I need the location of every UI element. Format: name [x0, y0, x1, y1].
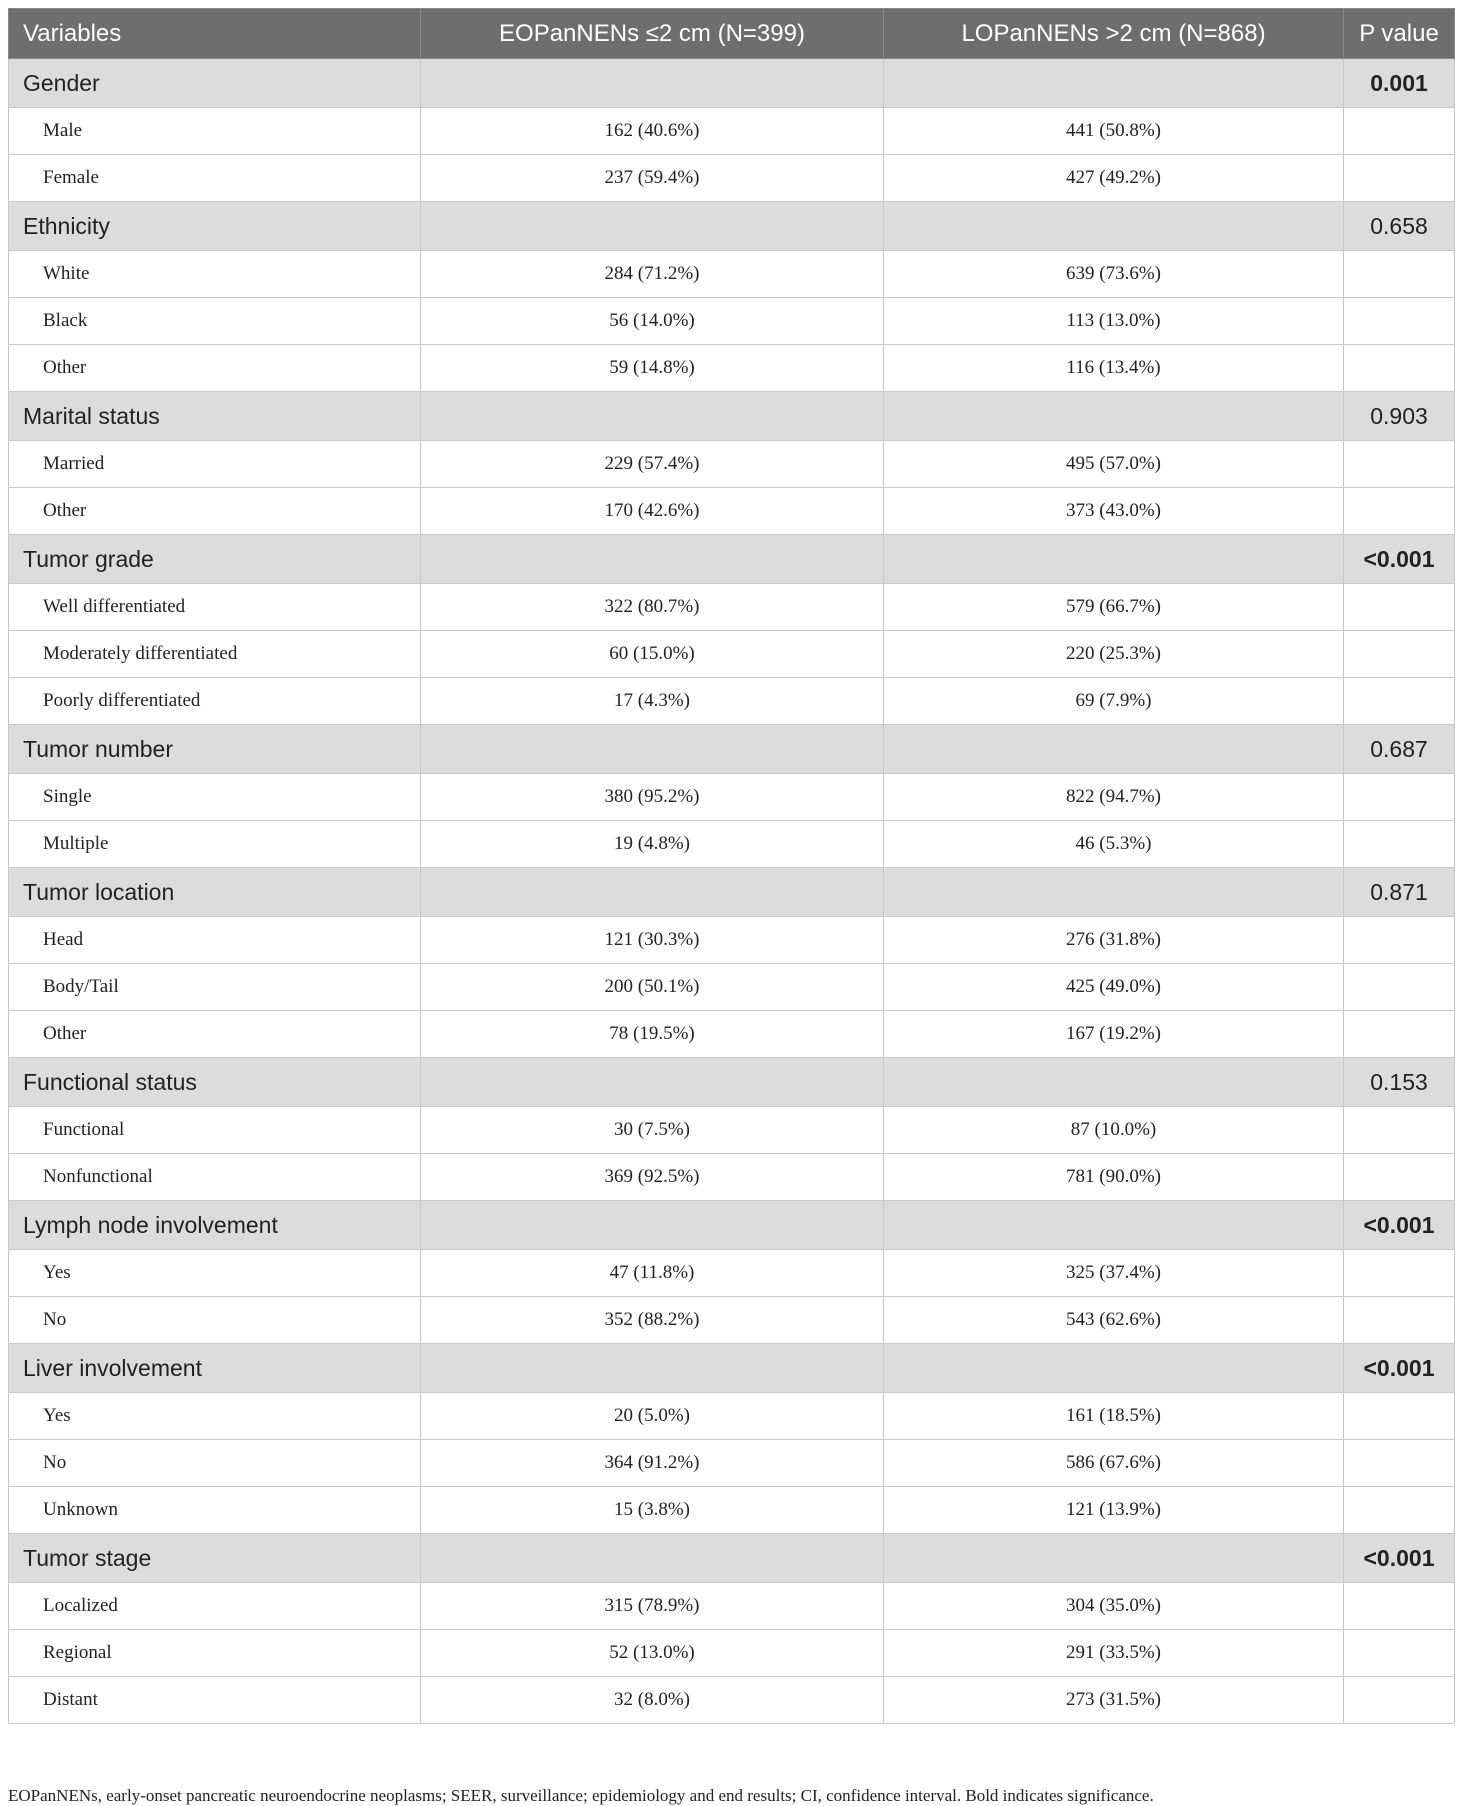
row-eo-value: 200 (50.1%): [421, 964, 884, 1011]
group-lo-empty: [884, 535, 1344, 584]
table-row: [9, 917, 1455, 964]
row-p-empty: [1344, 1440, 1455, 1487]
row-label: Localized: [9, 1583, 421, 1630]
group-label: Tumor stage: [9, 1534, 421, 1583]
row-lo-value: 87 (10.0%): [884, 1107, 1344, 1154]
group-eo-empty: [421, 202, 884, 251]
group-p-value: <0.001: [1344, 535, 1455, 584]
row-label: Other: [9, 1011, 421, 1058]
row-label: Single: [9, 774, 421, 821]
row-label: Functional: [9, 1107, 421, 1154]
group-label: Tumor location: [9, 868, 421, 917]
characteristics-table: [8, 8, 1455, 1724]
row-p-empty: [1344, 1250, 1455, 1297]
row-lo-value: 113 (13.0%): [884, 298, 1344, 345]
row-eo-value: 60 (15.0%): [421, 631, 884, 678]
row-p-empty: [1344, 1583, 1455, 1630]
row-eo-value: 380 (95.2%): [421, 774, 884, 821]
row-label: Female: [9, 155, 421, 202]
row-p-empty: [1344, 251, 1455, 298]
row-lo-value: 121 (13.9%): [884, 1487, 1344, 1534]
table-row: [9, 1583, 1455, 1630]
row-label: Other: [9, 345, 421, 392]
group-label: Functional status: [9, 1058, 421, 1107]
table-row: [9, 108, 1455, 155]
row-eo-value: 15 (3.8%): [421, 1487, 884, 1534]
row-lo-value: 276 (31.8%): [884, 917, 1344, 964]
header-row: [9, 9, 1455, 59]
row-label: Married: [9, 441, 421, 488]
group-label: Lymph node involvement: [9, 1201, 421, 1250]
row-eo-value: 170 (42.6%): [421, 488, 884, 535]
row-eo-value: 56 (14.0%): [421, 298, 884, 345]
row-p-empty: [1344, 821, 1455, 868]
header-lo: LOPanNENs >2 cm (N=868): [884, 9, 1344, 59]
group-label: Ethnicity: [9, 202, 421, 251]
row-eo-value: 162 (40.6%): [421, 108, 884, 155]
table-row: [9, 251, 1455, 298]
row-label: Well differentiated: [9, 584, 421, 631]
row-p-empty: [1344, 298, 1455, 345]
row-lo-value: 781 (90.0%): [884, 1154, 1344, 1201]
row-eo-value: 32 (8.0%): [421, 1677, 884, 1724]
row-p-empty: [1344, 1297, 1455, 1344]
group-eo-empty: [421, 1058, 884, 1107]
group-row: [9, 725, 1455, 774]
row-eo-value: 322 (80.7%): [421, 584, 884, 631]
table-row: [9, 964, 1455, 1011]
row-lo-value: 167 (19.2%): [884, 1011, 1344, 1058]
group-p-value: 0.658: [1344, 202, 1455, 251]
row-eo-value: 47 (11.8%): [421, 1250, 884, 1297]
row-eo-value: 229 (57.4%): [421, 441, 884, 488]
group-row: [9, 1344, 1455, 1393]
row-label: Unknown: [9, 1487, 421, 1534]
group-eo-empty: [421, 59, 884, 108]
row-eo-value: 284 (71.2%): [421, 251, 884, 298]
table-container: [8, 8, 1454, 1724]
row-label: Nonfunctional: [9, 1154, 421, 1201]
group-lo-empty: [884, 1058, 1344, 1107]
table-row: [9, 345, 1455, 392]
row-label: Other: [9, 488, 421, 535]
row-lo-value: 425 (49.0%): [884, 964, 1344, 1011]
group-p-value: 0.903: [1344, 392, 1455, 441]
row-eo-value: 364 (91.2%): [421, 1440, 884, 1487]
group-row: [9, 202, 1455, 251]
group-p-value: 0.871: [1344, 868, 1455, 917]
row-label: Moderately differentiated: [9, 631, 421, 678]
group-p-value: 0.687: [1344, 725, 1455, 774]
row-p-empty: [1344, 631, 1455, 678]
table-footnote: EOPanNENs, early-onset pancreatic neuroendocrine neoplasms; SEER, surveillance; epidemiology and end results; CI, confidence interval. Bold indicates significance.: [8, 1786, 1154, 1805]
group-row: [9, 1201, 1455, 1250]
table-row: [9, 584, 1455, 631]
group-row: [9, 59, 1455, 108]
table-body: [9, 59, 1455, 1724]
table-row: [9, 488, 1455, 535]
table-row: [9, 441, 1455, 488]
group-eo-empty: [421, 1201, 884, 1250]
row-lo-value: 822 (94.7%): [884, 774, 1344, 821]
row-eo-value: 78 (19.5%): [421, 1011, 884, 1058]
group-label: Tumor grade: [9, 535, 421, 584]
group-p-value: <0.001: [1344, 1344, 1455, 1393]
group-p-value: 0.153: [1344, 1058, 1455, 1107]
table-row: [9, 1154, 1455, 1201]
row-eo-value: 352 (88.2%): [421, 1297, 884, 1344]
group-lo-empty: [884, 392, 1344, 441]
row-lo-value: 543 (62.6%): [884, 1297, 1344, 1344]
row-eo-value: 121 (30.3%): [421, 917, 884, 964]
row-lo-value: 273 (31.5%): [884, 1677, 1344, 1724]
group-lo-empty: [884, 202, 1344, 251]
table-row: [9, 1250, 1455, 1297]
row-eo-value: 30 (7.5%): [421, 1107, 884, 1154]
row-eo-value: 369 (92.5%): [421, 1154, 884, 1201]
row-lo-value: 325 (37.4%): [884, 1250, 1344, 1297]
row-lo-value: 639 (73.6%): [884, 251, 1344, 298]
row-label: Yes: [9, 1393, 421, 1440]
table-row: [9, 631, 1455, 678]
group-p-value: <0.001: [1344, 1534, 1455, 1583]
row-eo-value: 237 (59.4%): [421, 155, 884, 202]
row-label: Body/Tail: [9, 964, 421, 1011]
row-p-empty: [1344, 774, 1455, 821]
group-lo-empty: [884, 1344, 1344, 1393]
row-label: Regional: [9, 1630, 421, 1677]
row-p-empty: [1344, 345, 1455, 392]
row-lo-value: 579 (66.7%): [884, 584, 1344, 631]
row-lo-value: 291 (33.5%): [884, 1630, 1344, 1677]
group-p-value: 0.001: [1344, 59, 1455, 108]
table-row: [9, 1677, 1455, 1724]
row-p-empty: [1344, 155, 1455, 202]
row-p-empty: [1344, 964, 1455, 1011]
group-row: [9, 1058, 1455, 1107]
row-lo-value: 441 (50.8%): [884, 108, 1344, 155]
row-label: No: [9, 1297, 421, 1344]
table-row: [9, 1393, 1455, 1440]
row-label: White: [9, 251, 421, 298]
group-eo-empty: [421, 535, 884, 584]
row-label: Multiple: [9, 821, 421, 868]
row-lo-value: 304 (35.0%): [884, 1583, 1344, 1630]
row-lo-value: 69 (7.9%): [884, 678, 1344, 725]
row-lo-value: 46 (5.3%): [884, 821, 1344, 868]
row-lo-value: 161 (18.5%): [884, 1393, 1344, 1440]
group-row: [9, 868, 1455, 917]
group-eo-empty: [421, 1534, 884, 1583]
group-p-value: <0.001: [1344, 1201, 1455, 1250]
group-label: Gender: [9, 59, 421, 108]
table-row: [9, 678, 1455, 725]
row-label: Male: [9, 108, 421, 155]
row-lo-value: 116 (13.4%): [884, 345, 1344, 392]
row-p-empty: [1344, 1393, 1455, 1440]
row-eo-value: 52 (13.0%): [421, 1630, 884, 1677]
group-row: [9, 392, 1455, 441]
row-lo-value: 220 (25.3%): [884, 631, 1344, 678]
row-p-empty: [1344, 1677, 1455, 1724]
group-row: [9, 535, 1455, 584]
row-label: Distant: [9, 1677, 421, 1724]
group-label: Marital status: [9, 392, 421, 441]
row-p-empty: [1344, 1154, 1455, 1201]
table-row: [9, 1107, 1455, 1154]
table-row: [9, 821, 1455, 868]
group-label: Tumor number: [9, 725, 421, 774]
row-p-empty: [1344, 441, 1455, 488]
group-eo-empty: [421, 868, 884, 917]
table-row: [9, 1011, 1455, 1058]
row-lo-value: 495 (57.0%): [884, 441, 1344, 488]
row-p-empty: [1344, 678, 1455, 725]
table-row: [9, 298, 1455, 345]
row-eo-value: 315 (78.9%): [421, 1583, 884, 1630]
group-lo-empty: [884, 868, 1344, 917]
group-row: [9, 1534, 1455, 1583]
group-eo-empty: [421, 1344, 884, 1393]
table-row: [9, 1487, 1455, 1534]
table-row: [9, 1440, 1455, 1487]
row-eo-value: 17 (4.3%): [421, 678, 884, 725]
row-p-empty: [1344, 917, 1455, 964]
row-lo-value: 373 (43.0%): [884, 488, 1344, 535]
row-label: Yes: [9, 1250, 421, 1297]
group-lo-empty: [884, 725, 1344, 774]
header-eo: EOPanNENs ≤2 cm (N=399): [421, 9, 884, 59]
row-p-empty: [1344, 584, 1455, 631]
header-variables: Variables: [9, 9, 421, 59]
row-p-empty: [1344, 1011, 1455, 1058]
table-row: [9, 155, 1455, 202]
row-p-empty: [1344, 1630, 1455, 1677]
row-label: Head: [9, 917, 421, 964]
group-lo-empty: [884, 1534, 1344, 1583]
row-p-empty: [1344, 108, 1455, 155]
group-eo-empty: [421, 725, 884, 774]
row-p-empty: [1344, 488, 1455, 535]
row-label: No: [9, 1440, 421, 1487]
header-p-value: P value: [1344, 9, 1455, 59]
table-row: [9, 1630, 1455, 1677]
group-eo-empty: [421, 392, 884, 441]
row-eo-value: 20 (5.0%): [421, 1393, 884, 1440]
row-eo-value: 19 (4.8%): [421, 821, 884, 868]
row-label: Black: [9, 298, 421, 345]
row-lo-value: 427 (49.2%): [884, 155, 1344, 202]
group-lo-empty: [884, 59, 1344, 108]
group-label: Liver involvement: [9, 1344, 421, 1393]
group-lo-empty: [884, 1201, 1344, 1250]
table-row: [9, 774, 1455, 821]
table-row: [9, 1297, 1455, 1344]
row-eo-value: 59 (14.8%): [421, 345, 884, 392]
row-lo-value: 586 (67.6%): [884, 1440, 1344, 1487]
row-p-empty: [1344, 1487, 1455, 1534]
row-label: Poorly differentiated: [9, 678, 421, 725]
row-p-empty: [1344, 1107, 1455, 1154]
